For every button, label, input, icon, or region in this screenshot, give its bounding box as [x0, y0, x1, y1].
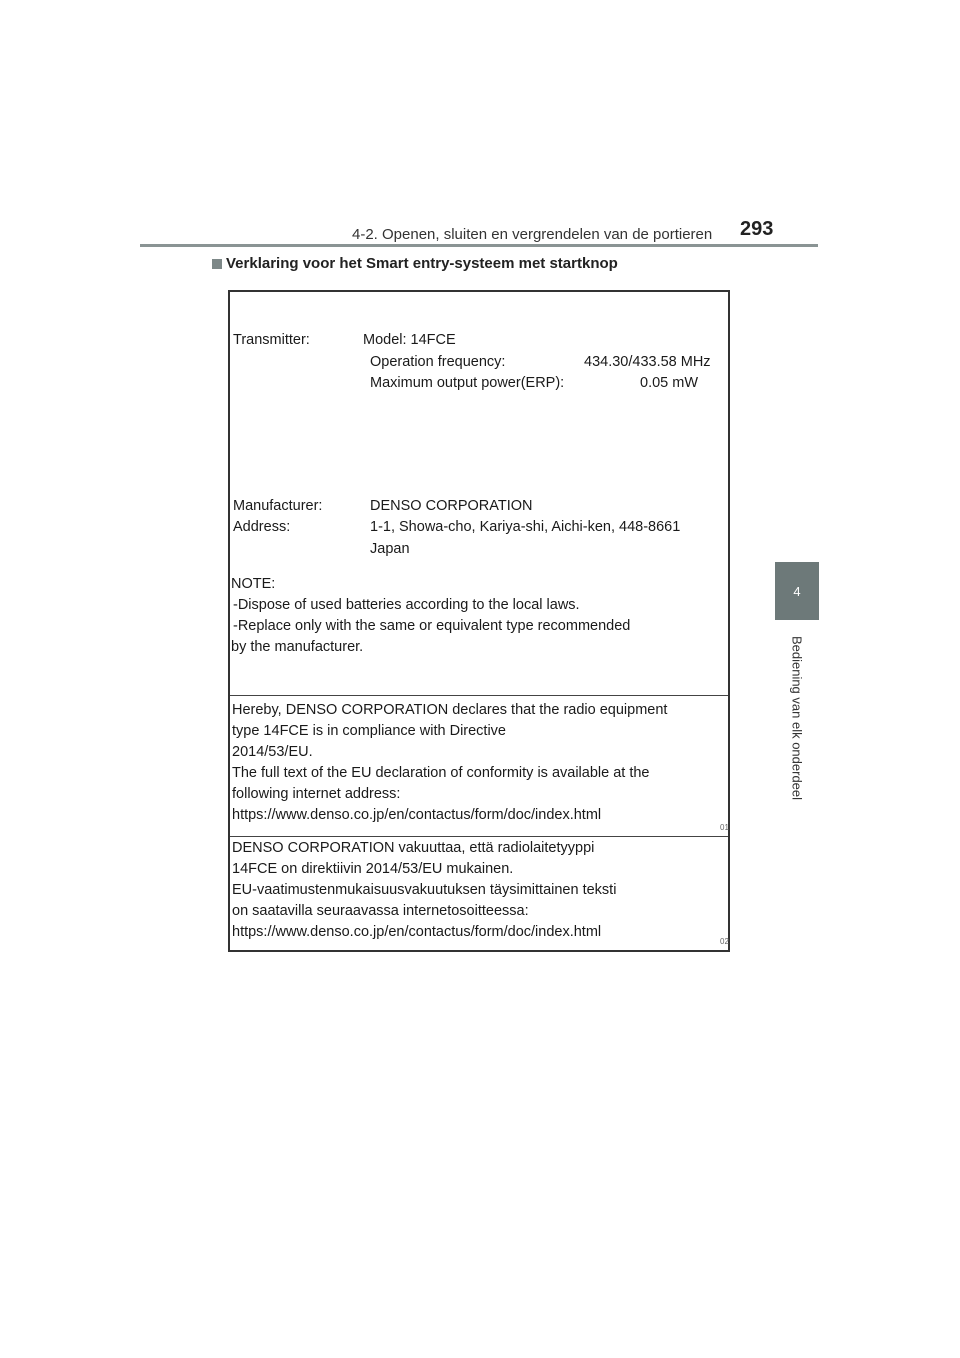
chapter-side-label: Bediening van elk onderdeel — [789, 635, 805, 801]
note-title: NOTE: — [231, 576, 276, 592]
transmitter-section — [230, 292, 728, 696]
address-line-2: Japan — [370, 541, 410, 557]
fi-url: https://www.denso.co.jp/en/contactus/form/doc/index.html — [232, 924, 602, 940]
chapter-tab[interactable]: 4 — [775, 562, 819, 620]
manufacturer-label: Manufacturer: — [233, 498, 323, 514]
address-line-1: 1-1, Showa-cho, Kariya-shi, Aichi-ken, 448-8661 — [370, 519, 681, 535]
fi-line: EU-vaatimustenmukaisuusvakuutuksen täysimittainen teksti — [232, 882, 617, 898]
eu-declaration-section — [230, 696, 728, 837]
certification-label — [228, 290, 730, 952]
frequency-label: Operation frequency: — [370, 354, 506, 370]
model-text: Model: 14FCE — [363, 332, 456, 348]
eu-line: 2014/53/EU. — [232, 744, 313, 760]
output-power-label: Maximum output power(ERP): — [370, 375, 565, 391]
output-power-value: 0.05 mW — [640, 375, 699, 391]
manufacturer-value: DENSO CORPORATION — [370, 498, 533, 514]
frequency-value: 434.30/433.58 MHz — [584, 354, 711, 370]
eu-line: type 14FCE is in compliance with Directive — [232, 723, 506, 739]
fi-line: 14FCE on direktiivin 2014/53/EU mukainen. — [232, 861, 514, 877]
page-number: 293 — [740, 218, 774, 240]
note-line-2: -Replace only with the same or equivalent type recommended — [233, 618, 631, 634]
note-line-1: -Dispose of used batteries according to the local laws. — [233, 597, 580, 613]
transmitter-label: Transmitter: — [233, 332, 310, 348]
eu-line: Hereby, DENSO CORPORATION declares that the radio equipment — [232, 702, 668, 718]
square-bullet-icon — [212, 259, 222, 269]
section-code: 01 — [720, 823, 729, 832]
section-code: 02 — [720, 937, 729, 946]
eu-url: https://www.denso.co.jp/en/contactus/form/doc/index.html — [232, 807, 602, 823]
section-title-text: Verklaring voor het Smart entry-systeem met startknop — [226, 255, 618, 272]
fi-line: DENSO CORPORATION vakuuttaa, että radiolaitetyyppi — [232, 840, 595, 856]
eu-line: following internet address: — [232, 786, 401, 802]
fi-line: on saatavilla seuraavassa internetosoitteessa: — [232, 903, 529, 919]
eu-line: The full text of the EU declaration of conformity is available at the — [232, 765, 650, 781]
section-title — [212, 255, 618, 272]
chapter-header-title: 4-2. Openen, sluiten en vergrendelen van de portieren — [352, 226, 713, 243]
address-label: Address: — [233, 519, 291, 535]
finnish-declaration-section — [230, 838, 728, 950]
note-line-3: by the manufacturer. — [231, 639, 364, 655]
header-divider — [140, 244, 818, 247]
